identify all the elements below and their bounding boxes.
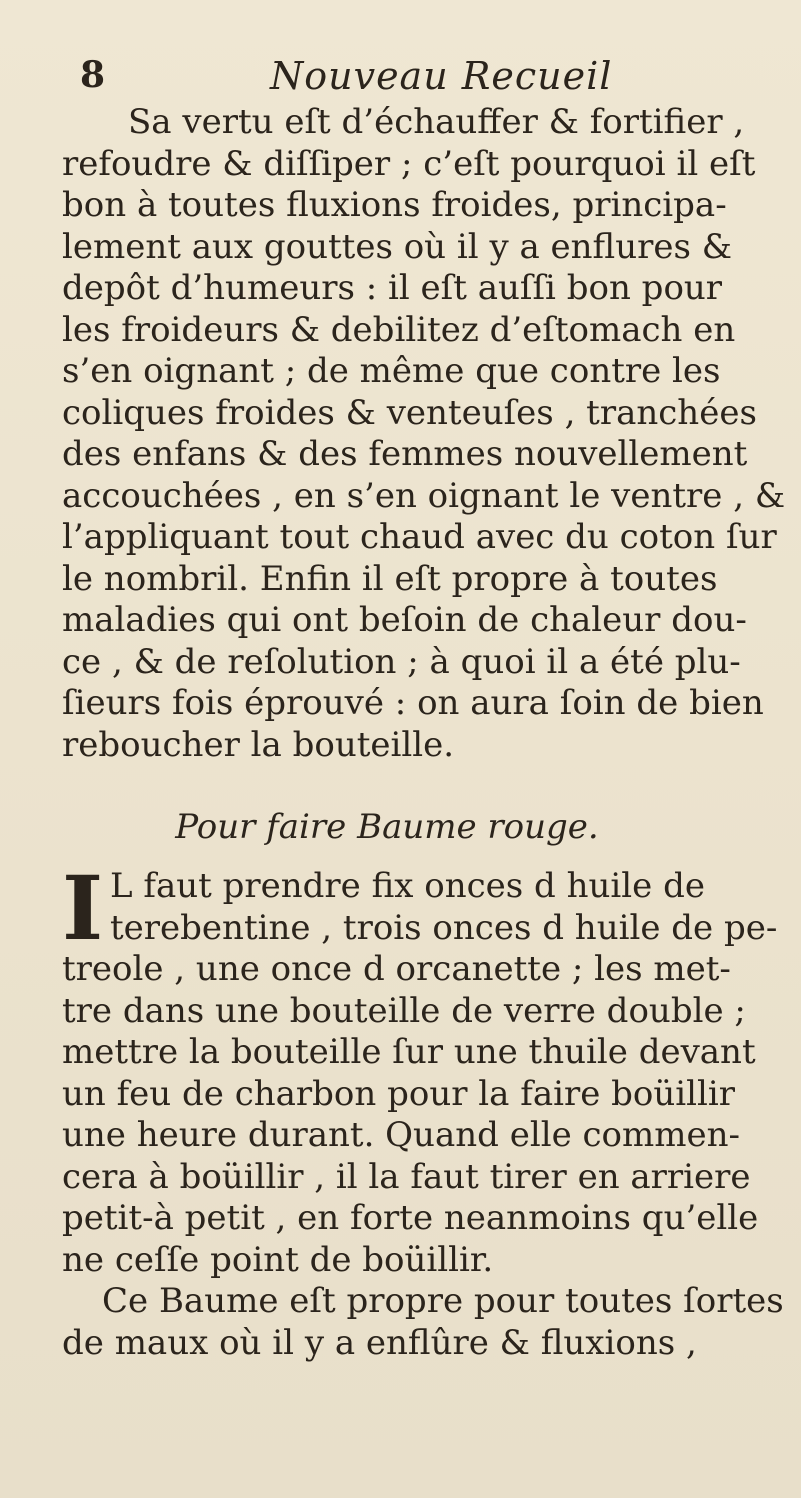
text-line: coliques froides & venteuſes , tranchées xyxy=(62,392,757,433)
text-line: de maux où il y a enflûre & fluxions , xyxy=(62,1322,697,1363)
text-line: des enfans & des femmes nouvellement xyxy=(62,434,748,474)
text-line: Ce Baume eſt propre pour toutes ſortes xyxy=(102,1281,784,1321)
text-line: treole , une once d orcanette ; les met- xyxy=(62,949,731,989)
text-line: ne ceſſe point de boüillir. xyxy=(62,1239,494,1280)
running-title: Nouveau Recueil xyxy=(270,54,613,98)
text-line: ce , & de reſolution ; à quoi il a été plu- xyxy=(62,641,741,682)
text-line: les froideurs & debilitez d’eſtomach en xyxy=(62,309,736,350)
text-line: petit-à petit , en forte neanmoins qu’elle xyxy=(62,1198,759,1238)
text-line: bon à toutes fluxions froides, principa- xyxy=(62,185,727,225)
paragraph-2 xyxy=(62,856,778,1281)
paragraph-3 xyxy=(62,1281,784,1364)
page-number: 8 xyxy=(80,54,106,96)
text-line: tre dans une bouteille de verre double ; xyxy=(62,990,746,1031)
text-line: maladies qui ont beſoin de chaleur dou- xyxy=(62,600,747,640)
body-text xyxy=(62,102,786,1364)
paragraph-1 xyxy=(62,102,786,766)
text-line: L faut prendre fix onces d huile de xyxy=(110,866,705,906)
text-line: s’en oignant ; de même que contre les xyxy=(62,351,721,391)
text-line: reboucher la bouteille. xyxy=(62,724,455,765)
text-line: un feu de charbon pour la faire boüillir xyxy=(62,1073,736,1114)
text-line: le nombril. Enfin il eſt propre à toutes xyxy=(62,558,718,599)
text-line: refoudre & diſſiper ; c’eſt pourquoi il eſt xyxy=(62,143,756,184)
text-line: terebentine , trois onces d huile de pe- xyxy=(110,907,778,948)
text-line: lement aux gouttes où il y a enflures & xyxy=(62,226,733,267)
text-line: l’appliquant tout chaud avec du coton ſur xyxy=(62,517,777,557)
section-title: Pour faire Baume rouge. xyxy=(175,807,599,847)
text-line: cera à boüillir , il la faut tirer en arriere xyxy=(62,1156,751,1197)
text-line: mettre la bouteille ſur une thuile devant xyxy=(62,1032,756,1072)
text-line: ſieurs fois éprouvé : on aura ſoin de bien xyxy=(62,683,764,723)
page-header xyxy=(70,54,741,104)
text-line: accouchées , en s’en oignant le ventre , & xyxy=(62,475,786,516)
text-line: depôt d’humeurs : il eſt auſſi bon pour xyxy=(62,268,723,308)
text-line: Sa vertu eſt d’échauffer & fortifier , xyxy=(128,102,745,142)
text-line: une heure durant. Quand elle commen- xyxy=(62,1115,740,1155)
drop-cap: I xyxy=(62,856,104,960)
